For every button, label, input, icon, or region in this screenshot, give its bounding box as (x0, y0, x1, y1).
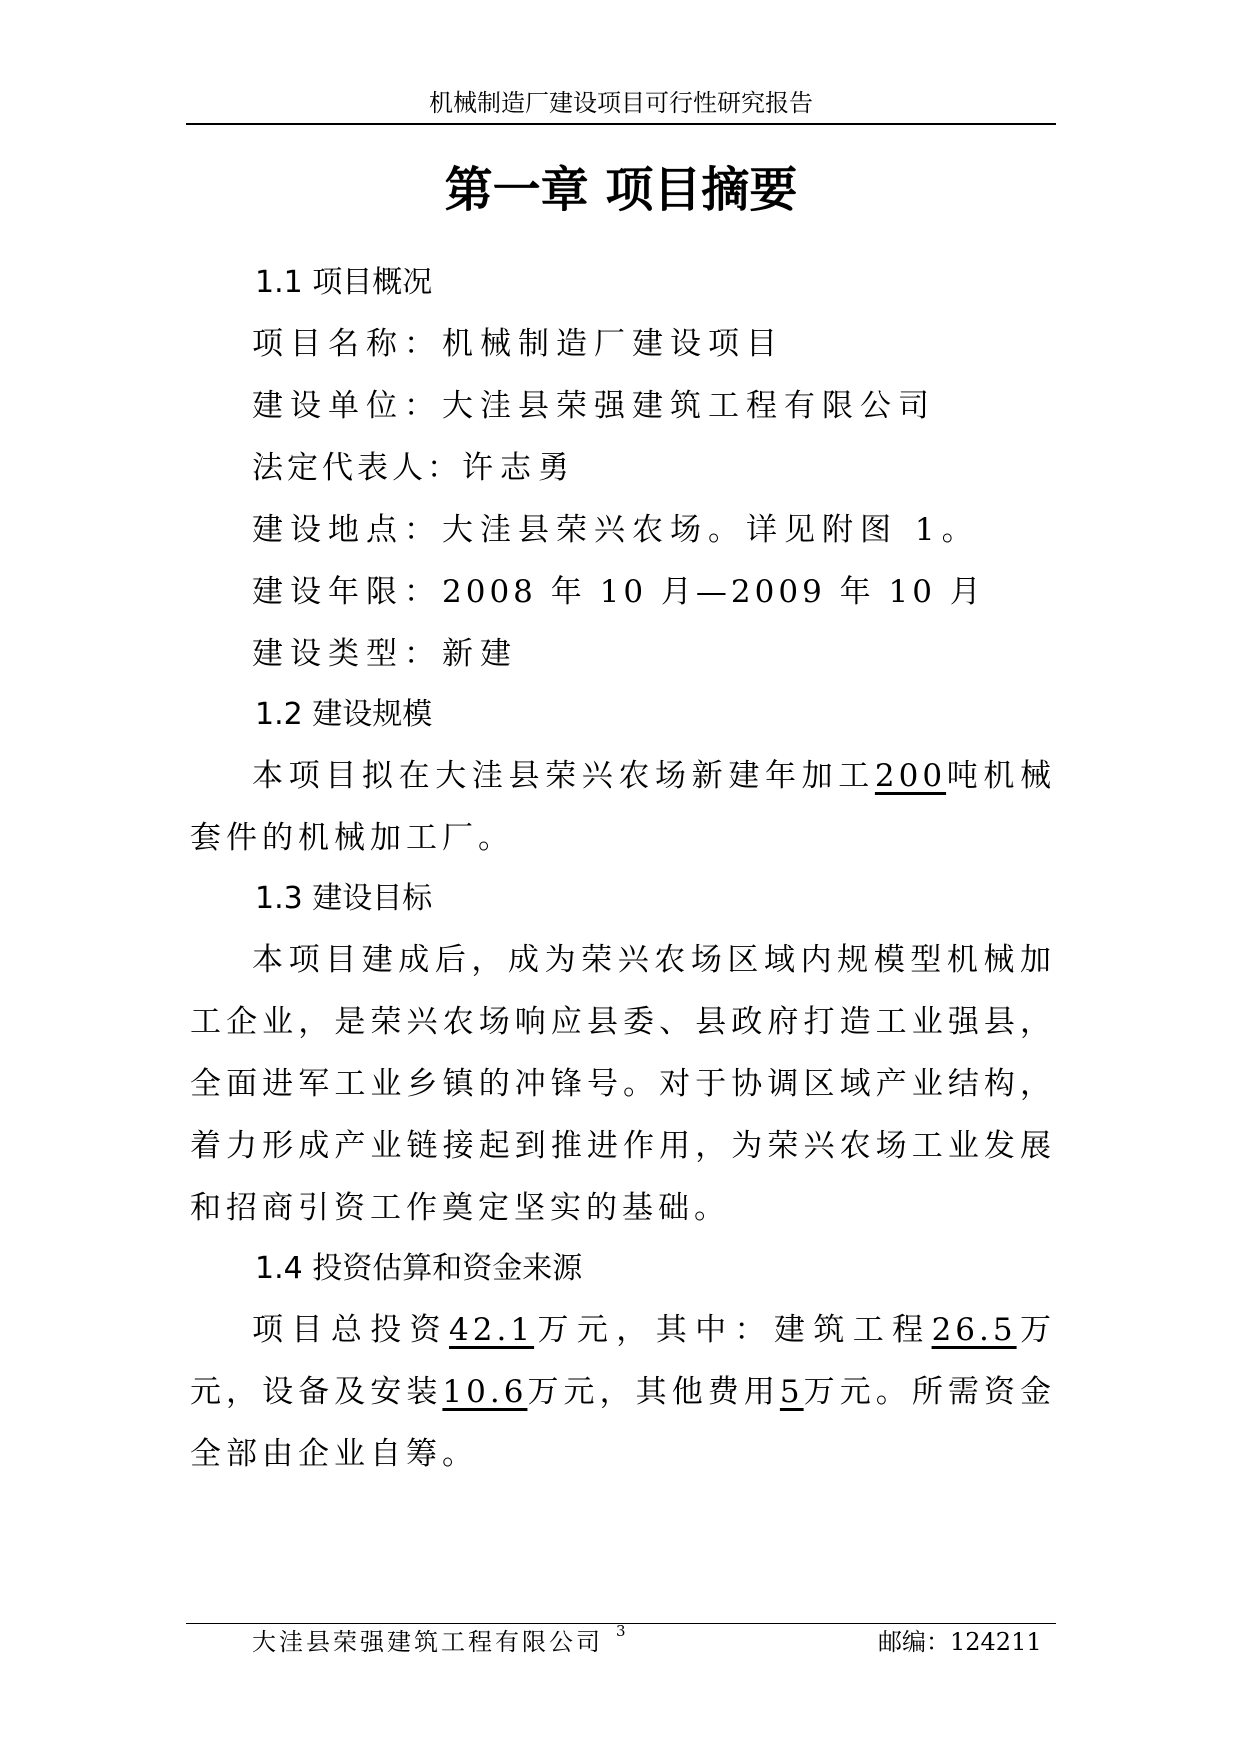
row-label: 建设地点： (252, 512, 442, 548)
other-cost-value: 5 (779, 1374, 804, 1410)
text-span: 项目总投资 (252, 1312, 450, 1348)
chapter-title: 第一章 项目摘要 (444, 162, 798, 218)
scale-paragraph (190, 745, 1056, 869)
goal-paragraph: 本项目建成后，成为荣兴农场区域内规模型机械加工企业，是荣兴农场响应县委、县政府打造工业强县，全面进军工业乡镇的冲锋号。对于协调区域产业结构，着力形成产业链接起到推进作用，为荣兴农场工业发展和招商引资工作奠定坚实的基础。 (190, 942, 1056, 1226)
text-span: 本项目拟在大洼县荣兴农场新建年加工 (252, 758, 875, 794)
location-row (190, 499, 1056, 561)
running-header: 机械制造厂建设项目可行性研究报告 (429, 89, 813, 117)
footer-postal-code: 邮编：124211 (878, 1628, 1042, 1656)
document-body (190, 253, 1056, 1485)
text-span: 万元。所需资金全部由企业自筹。 (190, 1374, 1057, 1472)
construction-cost-value: 26.5 (931, 1312, 1017, 1348)
text-span: 万元，其中：建筑工程 (534, 1312, 932, 1348)
type-row (190, 623, 1056, 685)
row-value: 新建 (442, 636, 518, 672)
section-heading-1-1: 1.1 项目概况 (255, 265, 433, 300)
text-span: 万元，其他费用 (527, 1374, 780, 1410)
row-value: 许志勇 (462, 450, 576, 486)
section-heading-1-4: 1.4 投资估算和资金来源 (255, 1251, 583, 1286)
row-label: 项目名称： (252, 326, 442, 362)
text-span: 万元，设备及安装 (190, 1312, 1057, 1410)
row-label: 建设单位： (252, 388, 442, 424)
section-heading-1-2: 1.2 建设规模 (255, 697, 433, 732)
project-name-row (190, 313, 1056, 375)
footer-company: 大洼县荣强建筑工程有限公司 (252, 1628, 603, 1656)
header-rule (186, 123, 1056, 125)
capacity-value: 200 (874, 758, 947, 794)
row-value: 大洼县荣强建筑工程有限公司 (442, 388, 936, 424)
builder-row (190, 375, 1056, 437)
legal-rep-row (190, 437, 1056, 499)
investment-paragraph (190, 1299, 1056, 1485)
equipment-cost-value: 10.6 (442, 1374, 528, 1410)
section-heading-1-3: 1.3 建设目标 (255, 881, 433, 916)
row-label: 建设年限： (252, 574, 442, 610)
period-row (190, 561, 1056, 623)
row-value: 大洼县荣兴农场。详见附图 1。 (442, 512, 980, 548)
row-value: 机械制造厂建设项目 (442, 326, 784, 362)
page-number: 3 (616, 1622, 626, 1640)
total-investment-value: 42.1 (449, 1312, 535, 1348)
text-span: 吨机械套件的机械加工厂。 (190, 758, 1057, 856)
row-label: 法定代表人： (252, 450, 462, 486)
row-label: 建设类型： (252, 636, 442, 672)
row-value: 2008 年 10 月—2009 年 10 月 (442, 574, 985, 610)
